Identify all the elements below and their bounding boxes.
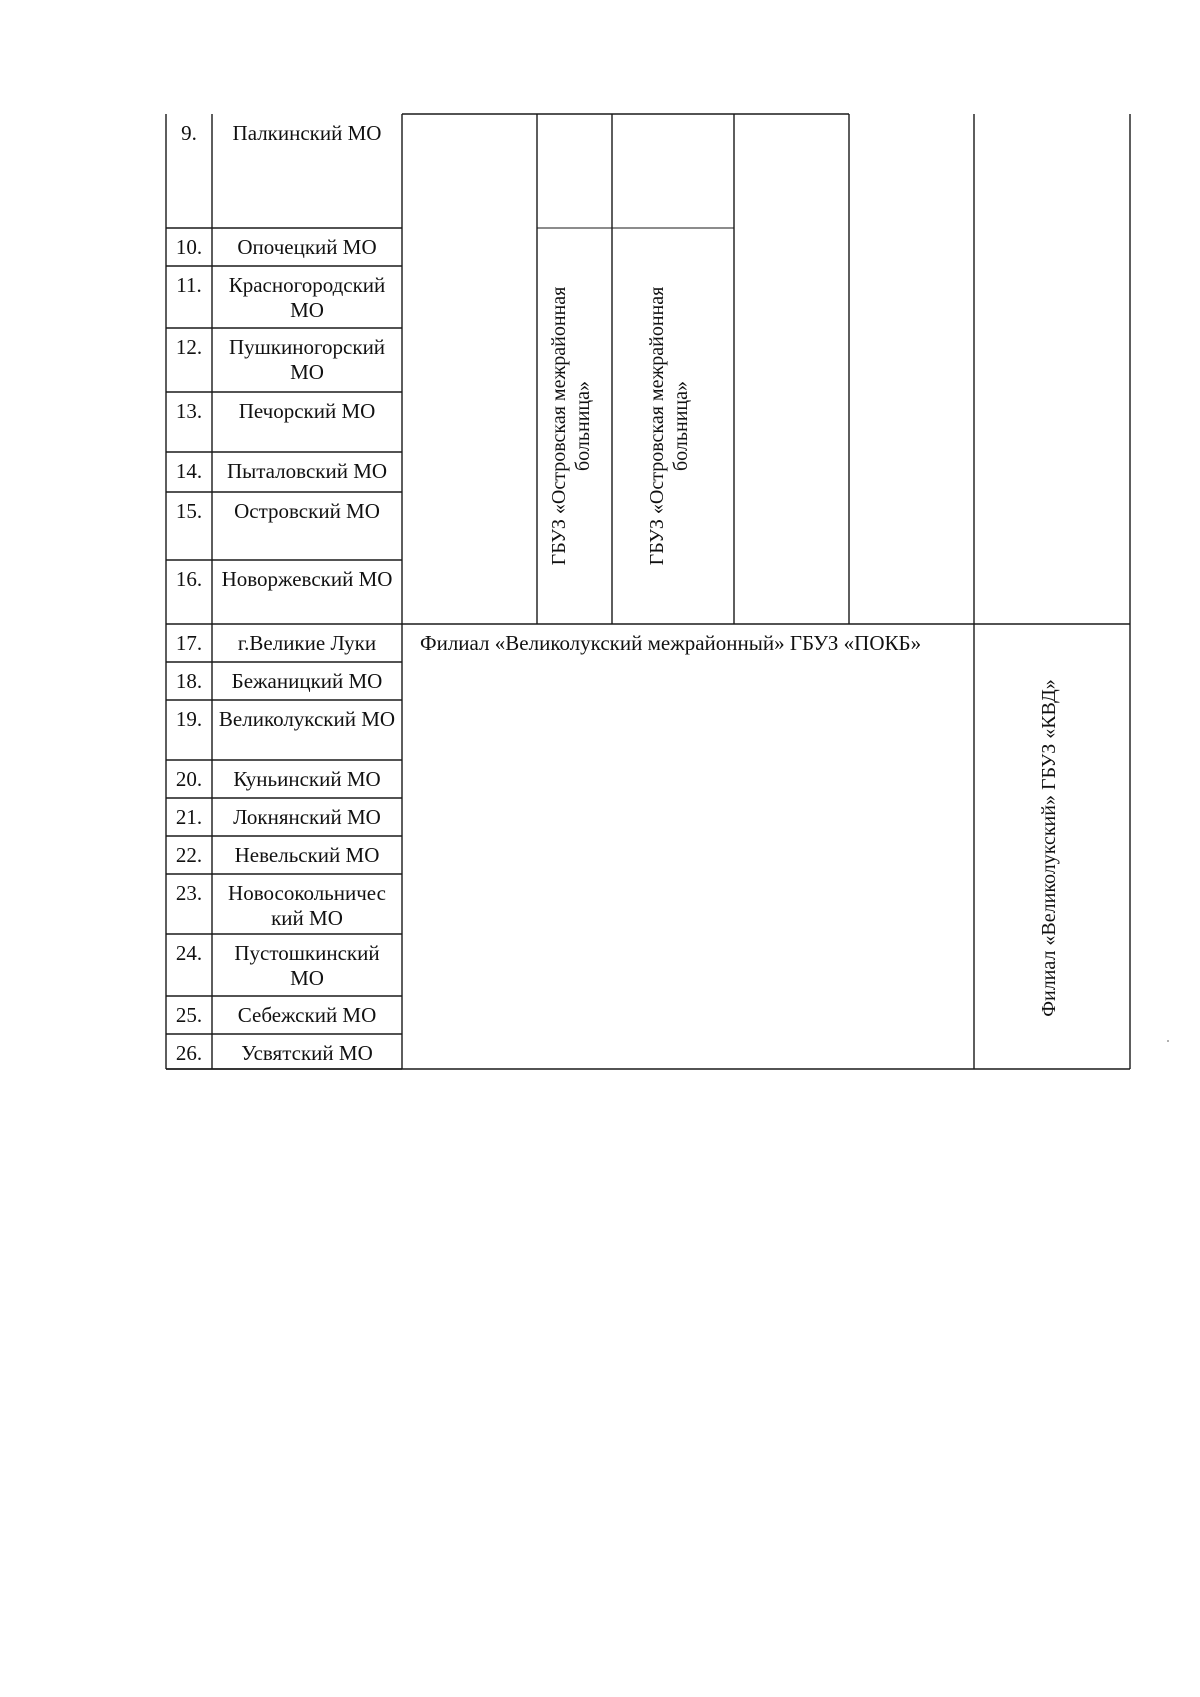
row-number: 26. [175, 1041, 203, 1065]
row-number: 12. [175, 335, 203, 359]
row-number: 14. [175, 459, 203, 483]
row-number: 17. [175, 631, 203, 655]
municipality-name: Новосокольничес кий МО [228, 881, 386, 930]
municipality-name: Себежский МО [237, 1003, 377, 1027]
municipality-name: Печорский МО [238, 399, 376, 423]
row-number: 19. [175, 707, 203, 731]
row-number: 25. [175, 1003, 203, 1027]
velikoluk-branch-label: Филиал «Великолукский межрайонный» ГБУЗ «ПОКБ» [420, 631, 922, 655]
municipality-name: Невельский МО [234, 843, 380, 867]
municipality-name: Пыталовский МО [226, 459, 388, 483]
row-number: 24. [175, 941, 203, 965]
row-number: 20. [175, 767, 203, 791]
municipality-name: г.Великие Луки [237, 631, 377, 655]
kvd-branch-label: Филиал «Великолукский» ГБУЗ «КВД» [1038, 679, 1060, 1017]
row-number: 13. [175, 399, 203, 423]
ostrov-hospital-label-1: ГБУЗ «Островская межрайонная больница» [547, 286, 594, 566]
scan-speck [1167, 1040, 1169, 1042]
row-number: 16. [175, 567, 203, 591]
municipality-name: Пушкиногорский МО [228, 335, 386, 384]
row-number: 23. [175, 881, 203, 905]
row-number: 18. [175, 669, 203, 693]
municipality-name: Куньинский МО [233, 767, 381, 791]
municipality-name: Пустошкинский МО [234, 941, 380, 990]
municipality-name: Бежаницкий МО [231, 669, 383, 693]
municipality-name: Палкинский МО [232, 121, 382, 145]
row-number: 21. [175, 805, 203, 829]
municipality-name: Великолукский МО [218, 707, 396, 731]
municipality-name: Опочецкий МО [237, 235, 377, 259]
municipality-name: Новоржевский МО [221, 567, 393, 591]
municipality-name: Усвятский МО [241, 1041, 373, 1065]
row-number: 15. [175, 499, 203, 523]
row-number: 11. [176, 273, 202, 297]
row-number: 10. [175, 235, 203, 259]
row-number: 22. [175, 843, 203, 867]
municipality-name: Красногородский МО [228, 273, 386, 322]
municipality-name: Локнянский МО [233, 805, 381, 829]
row-number: 9. [181, 121, 197, 145]
ostrov-hospital-label-2: ГБУЗ «Островская межрайонная больница» [646, 286, 692, 566]
municipality-name: Островский МО [234, 499, 380, 523]
